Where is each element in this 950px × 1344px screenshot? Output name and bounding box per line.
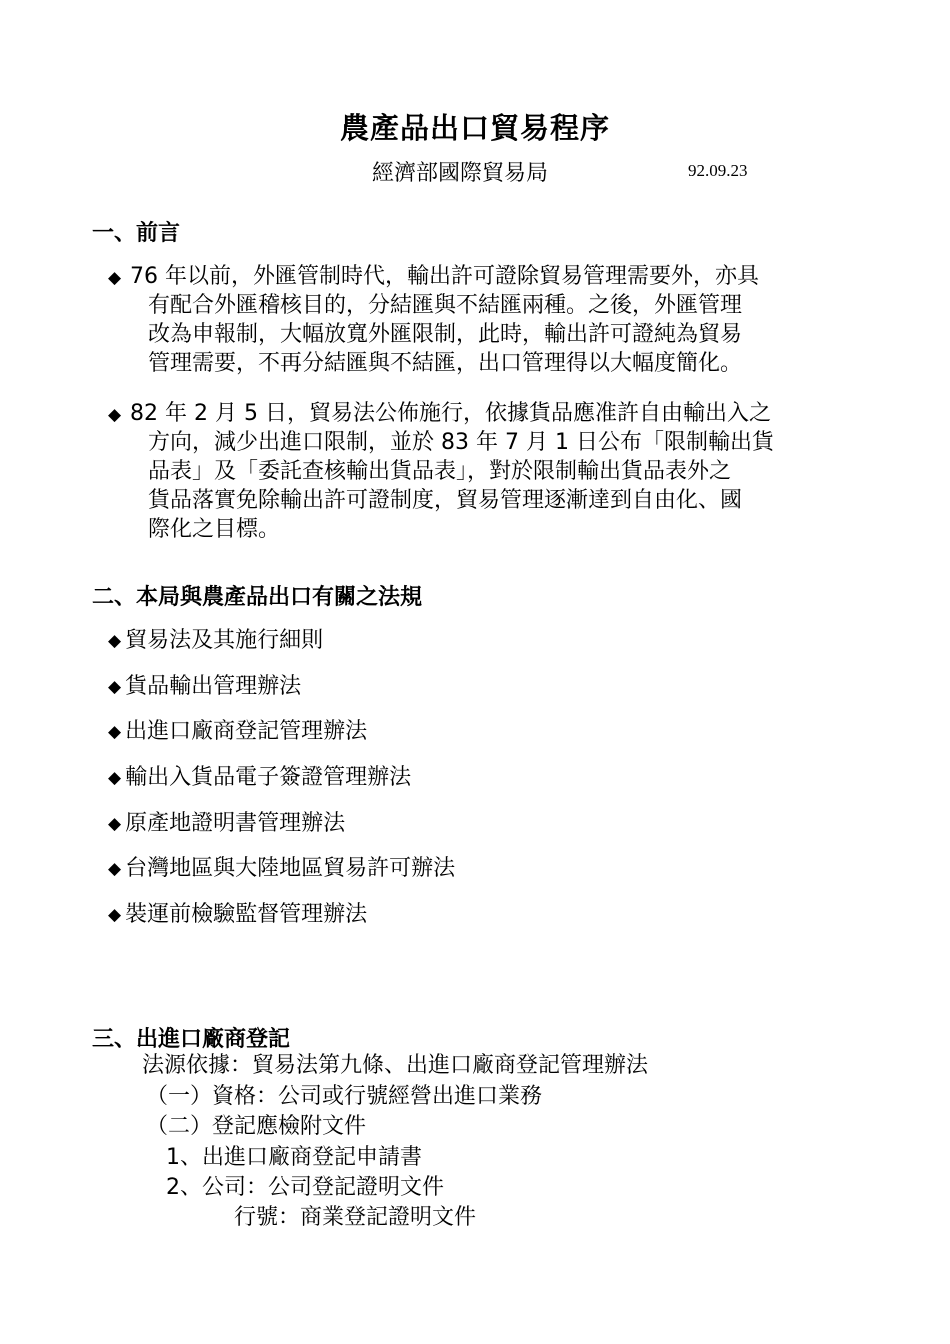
list-item: ◆ 輸出入貨品電子簽證管理辦法 [108,765,412,790]
diamond-bullet-icon: ◆ [108,905,122,925]
list-item: ◆ 貿易法及其施行細則 [108,628,324,653]
paragraph-line: 有配合外匯稽核目的，分結匯與不結匯兩種。之後，外匯管理 [148,293,743,318]
list-item: ◆ 裝運前檢驗監督管理辦法 [108,902,368,927]
legal-basis: 法源依據：貿易法第九條、出進口廠商登記管理辦法 [142,1053,649,1078]
section-heading-regulations: 二、本局與農產品出口有關之法規 [92,584,423,610]
document-item: 2、公司：公司登記證明文件 [166,1175,444,1200]
list-item: ◆ 台灣地區與大陸地區貿易許可辦法 [108,856,456,881]
preface-paragraph-1 [108,262,868,378]
diamond-bullet-icon: ◆ [108,677,122,697]
document-item: 行號：商業登記證明文件 [234,1205,477,1230]
diamond-bullet-icon: ◆ [108,405,122,425]
diamond-bullet-icon: ◆ [108,814,122,834]
list-item: ◆ 貨品輸出管理辦法 [108,674,302,699]
diamond-bullet-icon: ◆ [108,768,122,788]
diamond-bullet-icon: ◆ [108,631,122,651]
paragraph-line: 際化之目標。 [148,517,281,542]
paragraph-line: 76 年以前，外匯管制時代，輸出許可證除貿易管理需要外，亦具 [130,264,759,289]
list-item: ◆ 原產地證明書管理辦法 [108,811,346,836]
qualification: （一）資格：公司或行號經營出進口業務 [146,1084,543,1109]
list-item: ◆ 出進口廠商登記管理辦法 [108,719,368,744]
diamond-bullet-icon: ◆ [108,722,122,742]
paragraph-line: 82 年 2 月 5 日，貿易法公佈施行，依據貨品應准許自由輸出入之 [130,401,771,426]
document-title: 農產品出口貿易程序 [339,111,610,145]
paragraph-line: 改為申報制，大幅放寬外匯限制，此時，輸出許可證純為貿易 [148,322,743,347]
paragraph-line: 管理需要，不再分結匯與不結匯，出口管理得以大幅度簡化。 [148,351,743,376]
preface-paragraph-2 [108,399,868,544]
diamond-bullet-icon: ◆ [108,268,122,288]
agency-name: 經濟部國際貿易局 [372,161,549,186]
section-heading-preface: 一、前言 [92,220,181,246]
paragraph-line: 品表」及「委託查核輸出貨品表」，對於限制輸出貨品表外之 [148,459,732,484]
document-item: 1、出進口廠商登記申請書 [166,1145,422,1170]
document-date: 92.09.23 [688,161,748,180]
paragraph-line: 貨品落實免除輸出許可證制度，貿易管理逐漸達到自由化、國 [148,488,743,513]
documents-heading: （二）登記應檢附文件 [146,1114,367,1139]
diamond-bullet-icon: ◆ [108,859,122,879]
paragraph-line: 方向，減少出進口限制，並於 83 年 7 月 1 日公布「限制輸出貨 [148,430,774,455]
section-heading-registration: 三、出進口廠商登記 [92,1026,291,1052]
